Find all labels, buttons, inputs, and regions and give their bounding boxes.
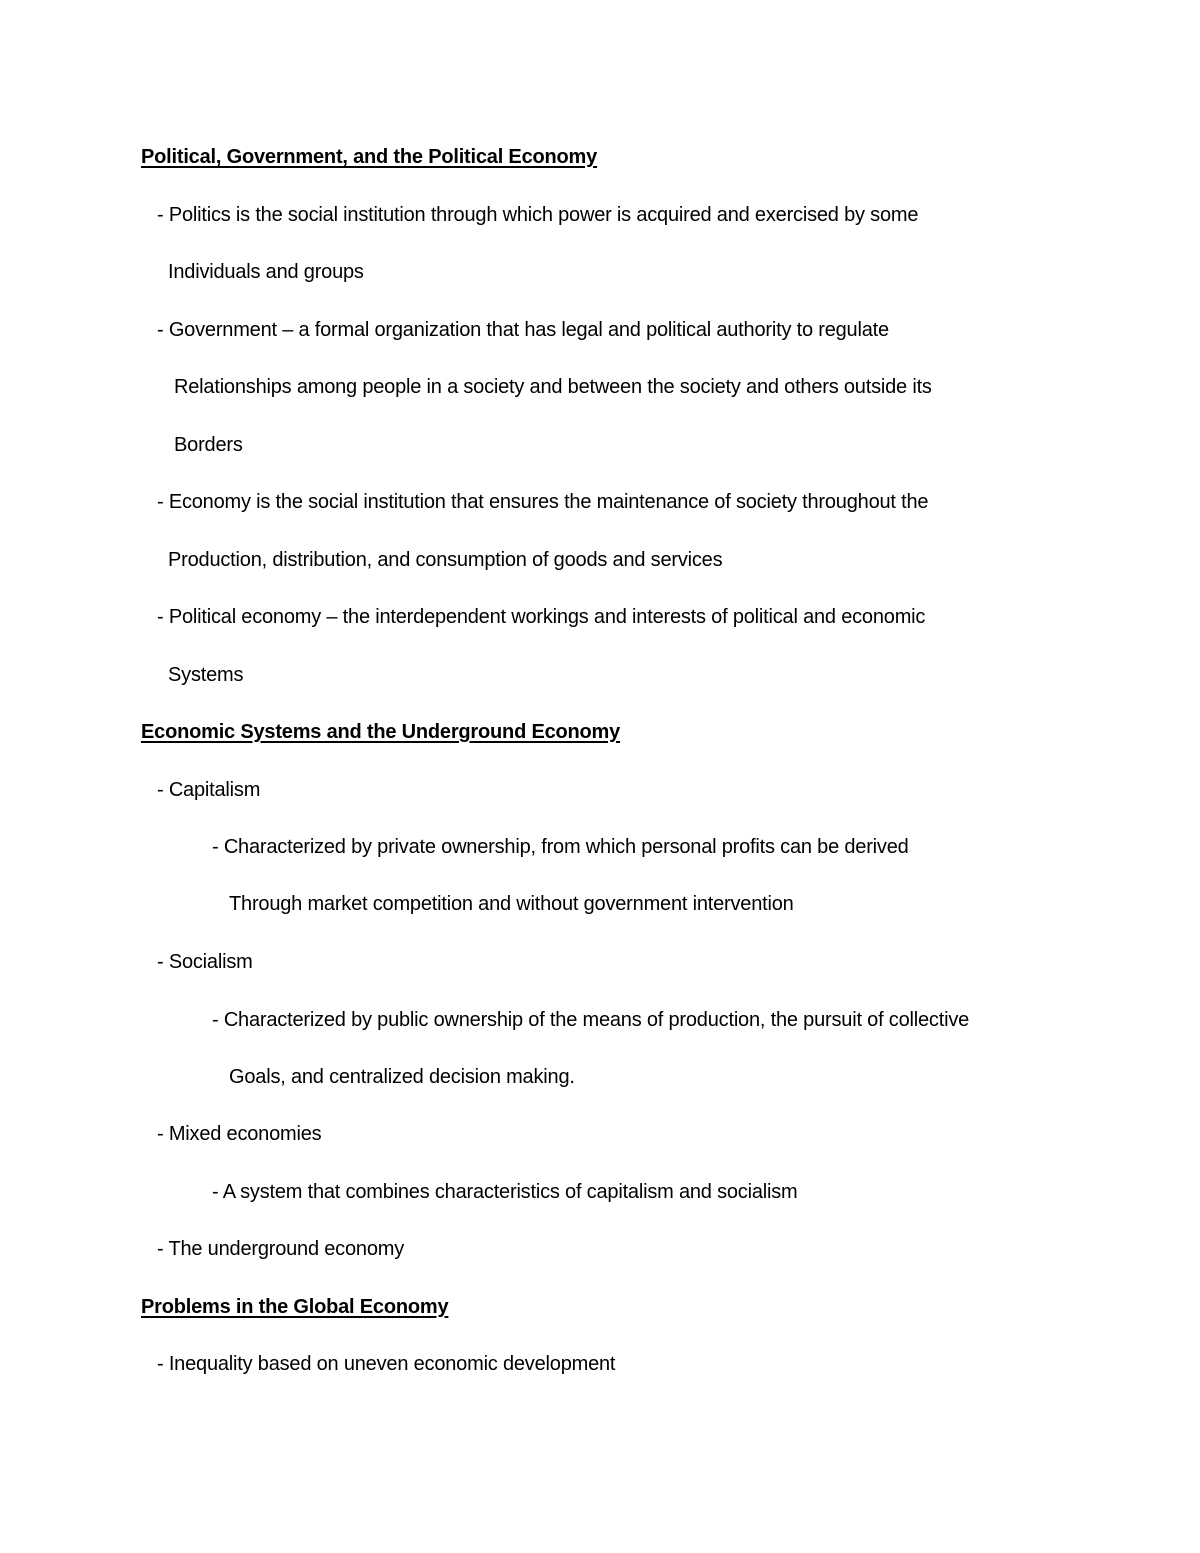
sub-bullet-capitalism-definition: - Characterized by private ownership, from which personal profits can be derived <box>212 836 909 858</box>
bullet-political-economy: - Political economy – the interdependent workings and interests of political and economic <box>157 606 926 628</box>
section-heading-political-economy: Political, Government, and the Political Economy <box>141 146 598 168</box>
bullet-economy-continuation: Production, distribution, and consumption of goods and services <box>168 549 723 571</box>
bullet-socialism: - Socialism <box>157 951 253 973</box>
bullet-underground-economy: - The underground economy <box>157 1238 405 1260</box>
sub-bullet-mixed-economies-definition: - A system that combines characteristics of capitalism and socialism <box>212 1181 798 1203</box>
bullet-government-continuation-1: Relationships among people in a society and between the society and others outside its <box>174 376 932 398</box>
bullet-politics: - Politics is the social institution through which power is acquired and exercised by some <box>157 204 919 226</box>
bullet-political-economy-continuation: Systems <box>168 664 244 686</box>
sub-bullet-capitalism-continuation: Through market competition and without government intervention <box>229 893 794 915</box>
bullet-mixed-economies: - Mixed economies <box>157 1123 322 1145</box>
section-heading-global-economy: Problems in the Global Economy <box>141 1296 449 1318</box>
sub-bullet-socialism-definition: - Characterized by public ownership of the means of production, the pursuit of collective <box>212 1009 970 1031</box>
section-heading-economic-systems: Economic Systems and the Underground Economy <box>141 721 621 743</box>
bullet-economy: - Economy is the social institution that ensures the maintenance of society throughout the <box>157 491 929 513</box>
bullet-politics-continuation: Individuals and groups <box>168 261 364 283</box>
bullet-inequality: - Inequality based on uneven economic development <box>157 1353 616 1375</box>
bullet-government: - Government – a formal organization that has legal and political authority to regulate <box>157 319 889 341</box>
bullet-government-continuation-2: Borders <box>174 434 243 456</box>
sub-bullet-socialism-continuation: Goals, and centralized decision making. <box>229 1066 575 1088</box>
bullet-capitalism: - Capitalism <box>157 779 261 801</box>
